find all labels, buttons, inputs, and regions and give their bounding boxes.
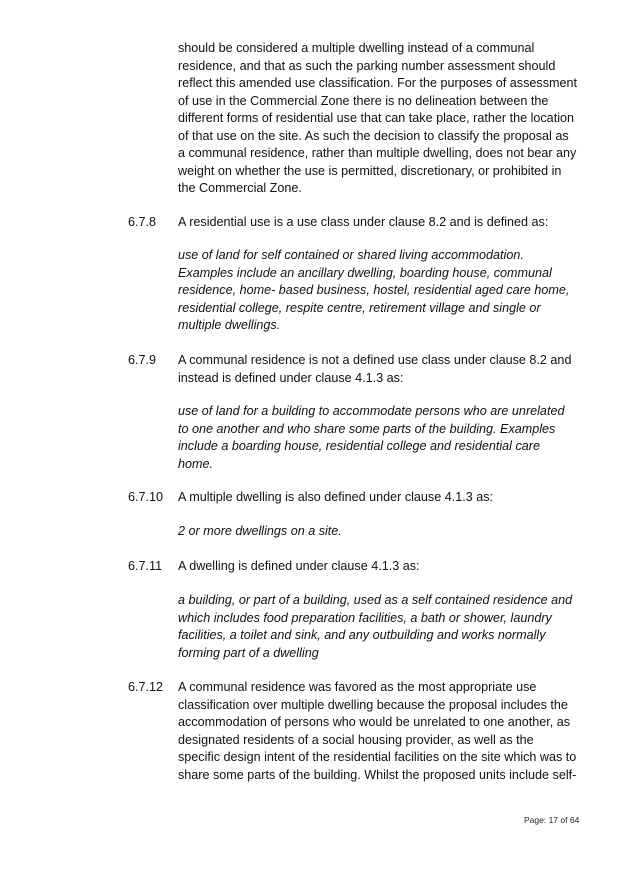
definition-dwelling: a building, or part of a building, used as a self contained residence and which includes food preparation facilities, a bath or shower, laundry facilities, a toilet and sink, and any outbuilding and works normally forming part of a dwelling bbox=[178, 593, 573, 660]
paragraph-6-7-11: A dwelling is defined under clause 4.1.3 as: bbox=[178, 559, 420, 573]
paragraph-number-6-7-9: 6.7.9 bbox=[128, 353, 157, 367]
paragraph-number-6-7-10: 6.7.10 bbox=[128, 490, 164, 504]
definition-residential-use: use of land for self contained or shared living accommodation. Examples include an ancillary dwelling, boarding house, communal residence, home- based business, hostel, residential aged care home, residential college, respite centre, retirement village and single or multiple dwellings. bbox=[178, 248, 570, 332]
paragraph-continuation: should be considered a multiple dwelling instead of a communal residence, and that as such the parking number assessment should reflect this amended use classification. For the purposes of assessment of use in the Commercial Zone there is no delineation between the different forms of residential use that can take place, rather the location of that use on the site. As such the decision to classify the proposal as a communal residence, rather than multiple dwelling, does not bear any weight on whether the use is permitted, discretionary, or prohibited in the Commercial Zone. bbox=[178, 41, 577, 195]
page-number-footer: Page: 17 of 64 bbox=[524, 815, 580, 825]
definition-multiple-dwelling: 2 or more dwellings on a site. bbox=[178, 524, 342, 538]
paragraph-number-6-7-11: 6.7.11 bbox=[128, 559, 163, 573]
paragraph-6-7-12: A communal residence was favored as the most appropriate use classification over multiple dwelling because the proposal includes the accommodation of persons who would be unrelated to one another, as designated residents of a social housing provider, as well as the specific design intent of the residential facilities on the site which was to share some parts of the building. Whilst the proposed units include self- bbox=[178, 680, 577, 782]
paragraph-number-6-7-12: 6.7.12 bbox=[128, 680, 164, 694]
paragraph-6-7-9: A communal residence is not a defined use class under clause 8.2 and instead is defined under clause 4.1.3 as: bbox=[178, 353, 572, 385]
paragraph-6-7-8: A residential use is a use class under clause 8.2 and is defined as: bbox=[178, 215, 549, 229]
definition-communal-residence: use of land for a building to accommodate persons who are unrelated to one another and who share some parts of the building. Examples include a boarding house, residential college and residential care home. bbox=[178, 404, 565, 471]
paragraph-number-6-7-8: 6.7.8 bbox=[128, 215, 157, 229]
paragraph-6-7-10: A multiple dwelling is also defined under clause 4.1.3 as: bbox=[178, 490, 494, 504]
